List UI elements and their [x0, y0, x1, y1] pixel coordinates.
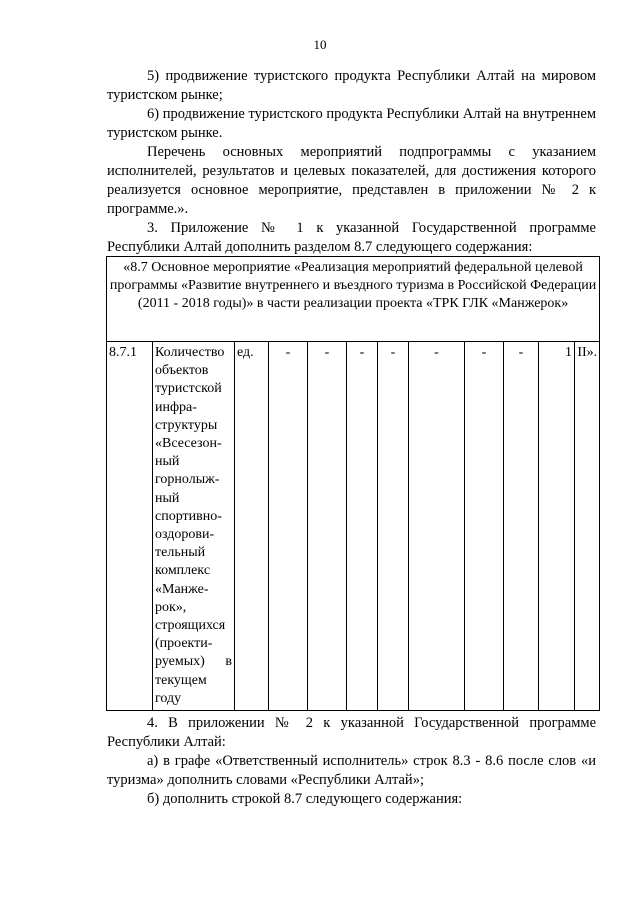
value-cell-3: -: [347, 342, 378, 711]
table-header-row: [107, 257, 600, 342]
bottom-text-block: [107, 714, 596, 809]
stage-cell: II».: [575, 342, 600, 711]
paragraph-measures-list: Перечень основных мероприятий подпрограммы с указанием исполнителей, результатов и целевых показателей, для достижения которого реализуется основное мероприятие, представлен в приложении № 2 к программе.».: [107, 144, 596, 217]
paragraph-point-3: 3. Приложение № 1 к указанной Государственной программе Республики Алтай дополнить разделом 8.7 следующего содержания:: [107, 220, 596, 255]
row-number-cell: 8.7.1: [107, 342, 153, 711]
table-row: [107, 342, 600, 711]
unit-cell: ед.: [235, 342, 269, 711]
value-cell-6: -: [465, 342, 504, 711]
indicator-name-cell: Количество объектов туристской инфра-структуры «Всесезон-ный горнолыж-ный спортивно-оздорови-тельный комплекс «Манже-рок», строящихся (проекти-руемых) в текущем году: [153, 342, 235, 711]
value-cell-5: -: [409, 342, 465, 711]
value-cell-7: -: [504, 342, 539, 711]
value-cell-4: -: [378, 342, 409, 711]
paragraph-item-6: 6) продвижение туристского продукта Республики Алтай на внутреннем туристском рынке.: [107, 106, 596, 141]
table-header-title: «8.7 Основное мероприятие «Реализация мероприятий федеральной целевой программы «Развитие внутреннего и въездного туризма в Российской Федерации (2011 - 2018 годы)» в части реализации проекта «ТРК ГЛК «Манжерок»: [107, 257, 600, 342]
paragraph-sub-a: а) в графе «Ответственный исполнитель» строк 8.3 - 8.6 после слов «и туризма» дополнить словами «Республики Алтай»;: [107, 753, 596, 788]
value-cell-2: -: [308, 342, 347, 711]
value-cell-1: -: [269, 342, 308, 711]
appendix-table: [106, 256, 600, 711]
value-cell-8: 1: [539, 342, 575, 711]
top-text-block: [107, 67, 596, 257]
page-number: 10: [313, 37, 327, 52]
paragraph-item-5: 5) продвижение туристского продукта Республики Алтай на мировом туристском рынке;: [107, 68, 596, 103]
paragraph-sub-b: б) дополнить строкой 8.7 следующего содержания:: [147, 791, 463, 807]
paragraph-point-4: 4. В приложении № 2 к указанной Государственной программе Республики Алтай:: [107, 715, 596, 750]
